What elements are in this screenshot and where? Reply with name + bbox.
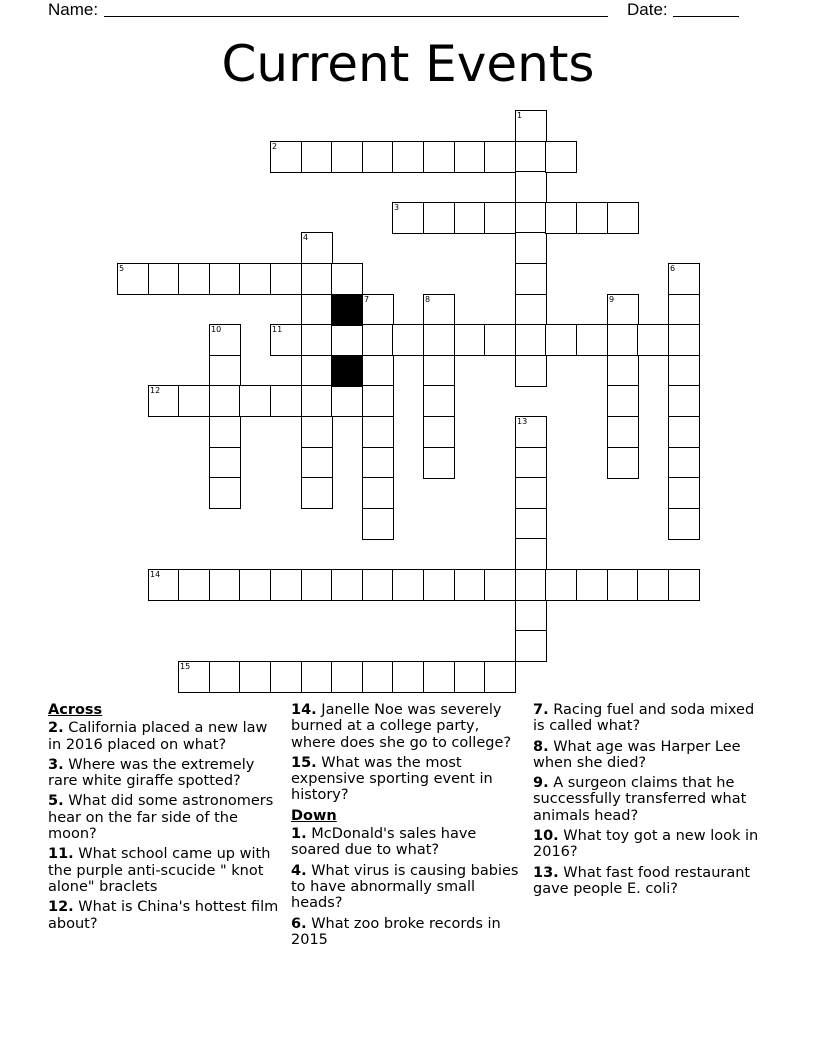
clues-column-2 [291,702,523,952]
grid-cell[interactable] [454,202,486,234]
across-heading: Across [48,702,103,718]
grid-cell[interactable] [668,385,700,417]
clue-number: 6 [670,264,676,273]
grid-cell[interactable] [515,569,547,601]
grid-cell[interactable] [301,416,333,448]
grid-cell[interactable] [668,477,700,509]
clue-across-12: 12. What is China's hottest film about? [48,899,279,932]
grid-cell[interactable] [668,294,700,326]
grid-cell[interactable] [301,294,333,326]
grid-cell[interactable] [515,477,547,509]
clue-across-3: 3. Where was the extremely rare white giraffe spotted? [48,756,255,790]
clue-down-10: 10. What toy got a new look in 2016? [533,828,759,861]
grid-cell[interactable] [331,569,363,601]
grid-cell[interactable] [148,385,180,417]
grid-cell[interactable] [331,385,363,417]
grid-cell[interactable] [362,569,394,601]
grid-cell[interactable] [484,324,516,356]
grid-cell[interactable] [301,263,333,295]
clue-number: 10 [211,325,222,334]
grid-cell[interactable] [423,385,455,417]
grid-cell[interactable] [515,538,547,570]
clue-number: 8 [425,295,431,304]
grid-cell[interactable] [301,355,333,387]
grid-cell[interactable] [209,661,241,693]
clue-number: 14 [150,570,161,579]
clue-number: 4 [303,233,309,242]
grid-cell[interactable] [331,661,363,693]
grid-cell[interactable] [148,569,180,601]
grid-cell[interactable] [515,263,547,295]
grid-cell[interactable] [301,661,333,693]
grid-cell[interactable] [454,324,486,356]
clue-number: 1 [517,111,523,120]
grid-cell[interactable] [607,355,639,387]
grid-cell[interactable] [545,141,577,173]
black-square [331,294,363,326]
grid-cell[interactable] [423,416,455,448]
grid-cell[interactable] [178,385,210,417]
grid-cell[interactable] [423,324,455,356]
grid-cell[interactable] [178,263,210,295]
grid-cell[interactable] [392,661,424,693]
grid-cell[interactable] [515,202,547,234]
grid-cell[interactable] [423,355,455,387]
grid-cell[interactable] [607,416,639,448]
grid-cell[interactable] [515,171,547,203]
grid-cell[interactable] [392,141,424,173]
grid-cell[interactable] [270,385,302,417]
grid-cell[interactable] [209,416,241,448]
grid-cell[interactable] [423,294,455,326]
clue-number: 13 [517,417,528,426]
grid-cell[interactable] [301,477,333,509]
grid-cell[interactable] [515,232,547,264]
grid-cell[interactable] [454,569,486,601]
grid-cell[interactable] [515,110,547,142]
grid-cell[interactable] [607,447,639,479]
clue-across-2: 2. California placed a new law in 2016 placed on what? [48,720,268,753]
grid-cell[interactable] [607,202,639,234]
clue-across-14: 14. Janelle Noe was severely burned at a college party, where does she go to college? [291,702,512,751]
name-label: Name: [48,0,99,19]
grid-cell[interactable] [607,294,639,326]
clue-across-11: 11. What school came up with the purple anti-scucide " knot alone" braclets [48,846,271,895]
grid-cell[interactable] [331,141,363,173]
grid-cell[interactable] [668,447,700,479]
grid-cell[interactable] [515,355,547,387]
grid-cell[interactable] [545,324,577,356]
grid-cell[interactable] [362,294,394,326]
grid-cell[interactable] [576,202,608,234]
grid-cell[interactable] [607,569,639,601]
clue-across-5: 5. What did some astronomers hear on the far side of the moon? [48,793,274,843]
clue-down-6: 6. What zoo broke records in 2015 [291,915,501,948]
grid-cell[interactable] [484,661,516,693]
grid-cell[interactable] [515,600,547,632]
grid-cell[interactable] [545,202,577,234]
grid-cell[interactable] [515,508,547,540]
grid-cell[interactable] [178,569,210,601]
grid-cell[interactable] [484,202,516,234]
grid-cell[interactable] [362,141,394,173]
grid-cell[interactable] [668,569,700,601]
clue-number: 5 [119,264,125,273]
grid-cell[interactable] [423,661,455,693]
grid-cell[interactable] [209,477,241,509]
clue-number: 3 [394,203,400,212]
grid-cell[interactable] [484,141,516,173]
grid-cell[interactable] [209,324,241,356]
grid-cell[interactable] [239,385,271,417]
grid-cell[interactable] [607,324,639,356]
clue-across-15: 15. What was the most expensive sporting event in history? [291,754,493,804]
grid-cell[interactable] [576,324,608,356]
grid-cell[interactable] [209,263,241,295]
grid-cell[interactable] [362,661,394,693]
grid-cell[interactable] [362,385,394,417]
grid-cell[interactable] [423,202,455,234]
clues-column-1 [48,702,280,936]
grid-cell[interactable] [362,324,394,356]
grid-cell[interactable] [209,569,241,601]
page-title: Current Events [221,35,595,93]
grid-cell[interactable] [301,324,333,356]
grid-cell[interactable] [270,324,302,356]
grid-cell[interactable] [331,263,363,295]
grid-cell[interactable] [668,355,700,387]
grid-cell[interactable] [362,355,394,387]
grid-cell[interactable] [515,630,547,662]
grid-cell[interactable] [454,661,486,693]
clue-number: 12 [150,386,161,395]
black-square [331,355,363,387]
clue-down-1: 1. McDonald's sales have soared due to what? [291,826,477,859]
grid-cell[interactable] [362,508,394,540]
grid-cell[interactable] [148,263,180,295]
grid-cell[interactable] [423,569,455,601]
grid-cell[interactable] [301,569,333,601]
clue-number: 2 [272,142,278,151]
grid-cell[interactable] [392,324,424,356]
grid-cell[interactable] [178,661,210,693]
grid-cell[interactable] [668,508,700,540]
grid-cell[interactable] [209,355,241,387]
clues-column-3 [533,702,768,901]
clue-number: 9 [609,295,615,304]
grid-cell[interactable] [423,141,455,173]
grid-cell[interactable] [117,263,149,295]
grid-cell[interactable] [331,324,363,356]
grid-cell[interactable] [301,232,333,264]
grid-cell[interactable] [515,416,547,448]
grid-cell[interactable] [668,416,700,448]
grid-cell[interactable] [545,569,577,601]
grid-cell[interactable] [423,447,455,479]
date-label: Date: [627,0,668,19]
grid-cell[interactable] [301,141,333,173]
grid-cell[interactable] [362,477,394,509]
grid-cell[interactable] [484,569,516,601]
clue-down-8: 8. What age was Harper Lee when she died? [533,738,741,771]
grid-cell[interactable] [392,569,424,601]
clue-down-4: 4. What virus is causing babies to have abnormally small heads? [291,862,519,912]
grid-cell[interactable] [515,324,547,356]
clue-down-9: 9. A surgeon claims that he successfully transferred what animals head? [533,775,747,824]
grid-cell[interactable] [637,569,669,601]
grid-cell[interactable] [270,263,302,295]
grid-cell[interactable] [270,141,302,173]
clue-number: 15 [180,662,191,671]
clue-number: 11 [272,325,283,334]
grid-cell[interactable] [454,141,486,173]
grid-cell[interactable] [209,447,241,479]
grid-cell[interactable] [607,385,639,417]
grid-cell[interactable] [209,385,241,417]
down-heading: Down [291,807,337,824]
clue-down-13: 13. What fast food restaurant gave people E. coli? [533,864,751,897]
grid-cell[interactable] [637,324,669,356]
grid-cell[interactable] [576,569,608,601]
clue-down-7: 7. Racing fuel and soda mixed is called what? [533,702,755,735]
grid-cell[interactable] [515,294,547,326]
grid-cell[interactable] [515,447,547,479]
grid-cell[interactable] [392,202,424,234]
grid-cell[interactable] [362,447,394,479]
grid-cell[interactable] [270,569,302,601]
clue-number: 7 [364,295,370,304]
grid-cell[interactable] [668,324,700,356]
grid-cell[interactable] [301,385,333,417]
grid-cell[interactable] [668,263,700,295]
grid-cell[interactable] [362,416,394,448]
grid-cell[interactable] [239,263,271,295]
grid-cell[interactable] [515,141,547,173]
grid-cell[interactable] [301,447,333,479]
grid-cell[interactable] [239,661,271,693]
grid-cell[interactable] [270,661,302,693]
grid-cell[interactable] [239,569,271,601]
